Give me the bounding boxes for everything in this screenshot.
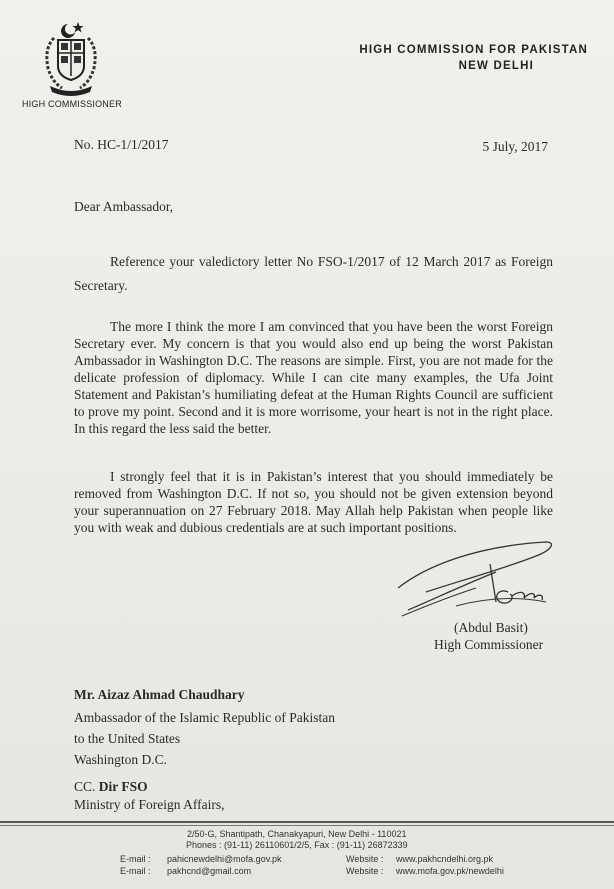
website-primary[interactable]: www.pakhcndelhi.org.pk bbox=[396, 854, 494, 864]
letterhead-title: HIGH COMMISSION FOR PAKISTAN bbox=[359, 44, 588, 56]
footer-address: 2/50-G, Shantipath, Chanakyapuri, New Delhi - 110021 bbox=[187, 829, 407, 839]
signer-title: High Commissioner bbox=[434, 637, 544, 652]
cc-label: CC. bbox=[74, 779, 96, 794]
signer-name: (Abdul Basit) bbox=[454, 620, 528, 635]
paragraph-reference: Reference your valedictory letter No FSO-1/2017 of 12 March 2017 as Foreign Secretary. bbox=[74, 254, 553, 293]
email-secondary[interactable]: pakhcnd@gmail.com bbox=[167, 866, 252, 876]
website-label: Website : bbox=[346, 854, 384, 864]
footer-phones: Phones : (91-11) 26110601/2/5, Fax : (91-11) 26872339 bbox=[186, 840, 408, 850]
website-label-2: Website : bbox=[346, 866, 384, 876]
signer-block bbox=[434, 619, 543, 653]
recipient-line2: to the United States bbox=[74, 731, 181, 746]
email-label: E-mail : bbox=[120, 854, 151, 864]
cc-block bbox=[74, 778, 225, 814]
paragraph-closing: I strongly feel that it is in Pakistan’s interest that you should immediately be removed from Washington D.C. If not so, you should not be given extension beyond your superannuation on 27 February 2018. May Allah help Pakistan when people like you with weak and dubious credentials are at such important positions. bbox=[74, 469, 553, 535]
paragraph-main: The more I think the more I am convinced that you have been the worst Foreign Secretary ever. My concern is that you would also end up being the worst Pakistan Ambassador in Washington D.C. The reasons are simple. First, you are not made for the delicate profession of diplomacy. While I can cite many examples, the Ufa Joint Statement and Pakistan’s humiliating defeat at the Human Rights Council are sufficient to prove my point. Second and it is more worrisome, your heart is not in the right place. In this regard the less said the better. bbox=[74, 319, 553, 436]
state-emblem-icon bbox=[38, 20, 104, 96]
office-label: HIGH COMMISSIONER bbox=[22, 99, 122, 109]
email-primary[interactable]: pahicnewdelhi@mofa.gov.pk bbox=[167, 854, 282, 864]
footer-divider-thin bbox=[0, 825, 614, 826]
website-secondary[interactable]: www.mofa.gov.pk/newdelhi bbox=[396, 866, 504, 876]
recipient-line3: Washington D.C. bbox=[74, 752, 168, 767]
letter-date: 5 July, 2017 bbox=[482, 139, 548, 154]
salutation: Dear Ambassador, bbox=[74, 199, 174, 214]
email-label-2: E-mail : bbox=[120, 866, 151, 876]
cc-ministry: Ministry of Foreign Affairs, bbox=[74, 797, 225, 812]
reference-number: No. HC-1/1/2017 bbox=[74, 137, 169, 152]
recipient-line1: Ambassador of the Islamic Republic of Pakistan bbox=[74, 710, 335, 725]
letterhead-city: NEW DELHI bbox=[458, 60, 534, 72]
letterhead bbox=[359, 42, 588, 74]
handwritten-signature-icon bbox=[396, 536, 560, 620]
recipient-name: Mr. Aizaz Ahmad Chaudhary bbox=[74, 687, 245, 702]
recipient-block bbox=[74, 686, 335, 770]
cc-recipient: Dir FSO bbox=[98, 779, 148, 794]
footer-divider bbox=[0, 821, 614, 823]
